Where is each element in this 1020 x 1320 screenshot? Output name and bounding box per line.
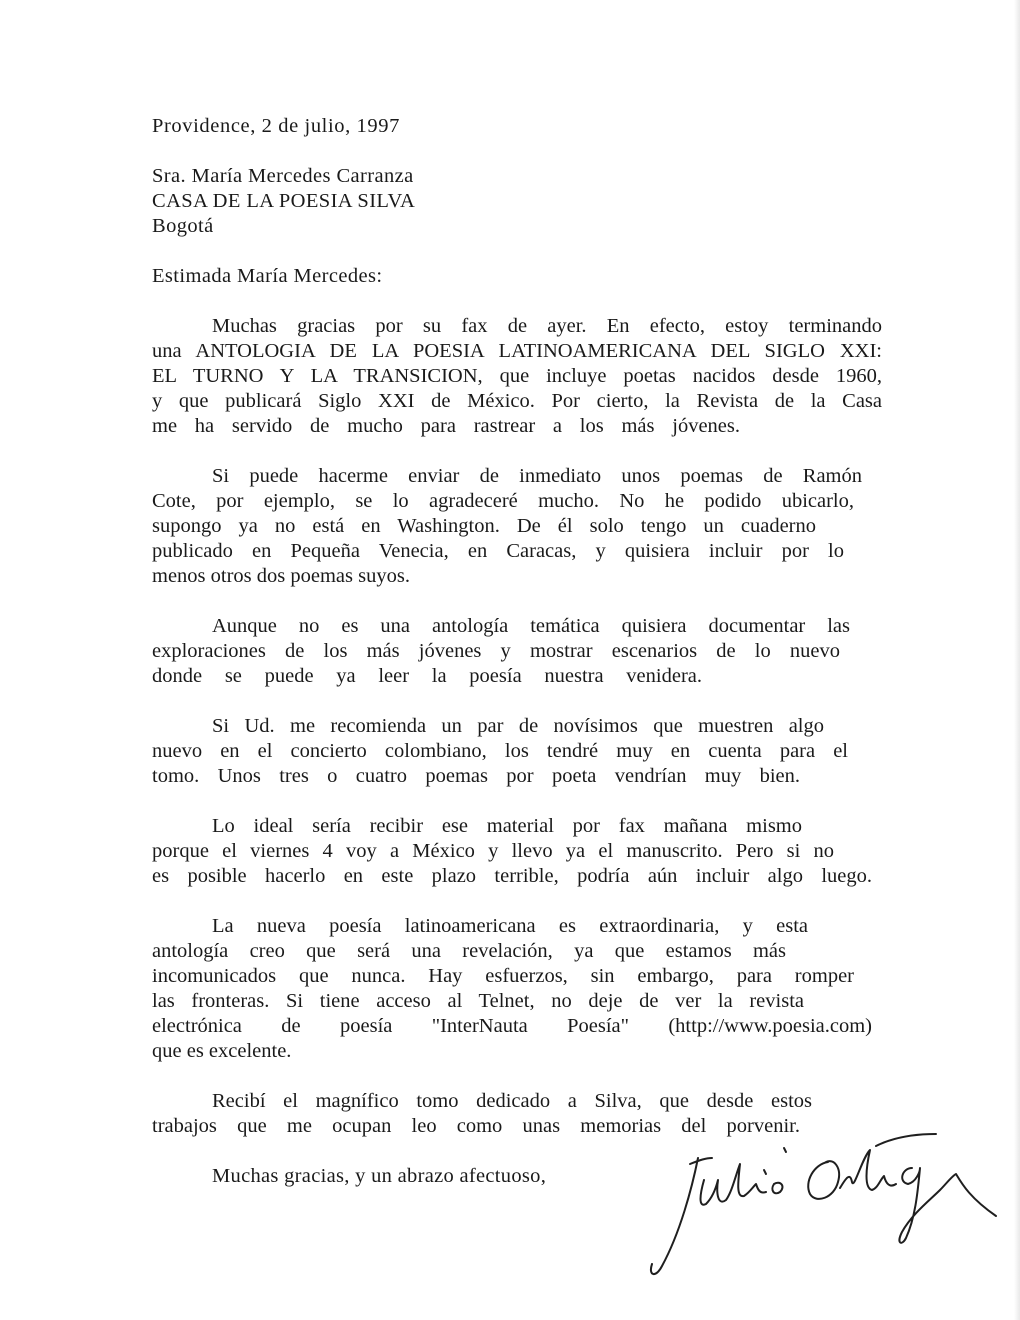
closing-line: Muchas gracias, y un abrazo afectuoso, — [212, 1165, 547, 1187]
paragraph-2 — [152, 464, 882, 589]
signature-stroke-dot — [764, 1170, 766, 1174]
signature-stroke-ga — [899, 1168, 996, 1243]
paragraph-line: Aunque no es una antología temática quisiera documentar las — [212, 615, 850, 637]
signature-stroke-rte — [840, 1150, 896, 1190]
paragraph-line: electrónica de poesía "InterNauta Poesía" (http://www.poesia.com) — [152, 1015, 872, 1037]
paragraph-1 — [152, 314, 882, 439]
paragraph-line: Si Ud. me recomienda un par de novísimos que muestren algo — [212, 715, 824, 737]
signature-stroke-big-o — [808, 1161, 839, 1199]
recipient-city: Bogotá — [152, 215, 214, 237]
paragraph-4 — [152, 714, 882, 789]
paragraph-line: Recibí el magnífico tomo dedicado a Silva, que desde estos — [212, 1090, 812, 1112]
paragraph-line: menos otros dos poemas suyos. — [152, 565, 410, 587]
letter-body — [152, 114, 882, 1189]
signature-stroke-t-bar — [876, 1134, 936, 1146]
paragraph-line: EL TURNO Y LA TRANSICION, que incluye poetas nacidos desde 1960, — [152, 365, 882, 387]
paragraph-line: exploraciones de los más jóvenes y mostrar escenarios de lo nuevo — [152, 640, 840, 662]
paragraph-line: porque el viernes 4 voy a México y llevo ya el manuscrito. Pero si no — [152, 840, 834, 862]
paragraph-6 — [152, 914, 882, 1064]
signature-stroke-ulio — [701, 1164, 767, 1205]
paragraph-line: y que publicará Siglo XXI de México. Por cierto, la Revista de la Casa — [152, 390, 882, 412]
signature-stroke-o — [772, 1183, 782, 1194]
paragraph-line: publicado en Pequeña Venecia, en Caracas, y quisiera incluir por lo — [152, 540, 844, 562]
paragraph-line: Cote, por ejemplo, se lo agradeceré mucho. No he podido ubicarlo, — [152, 490, 854, 512]
recipient-organization: CASA DE LA POESIA SILVA — [152, 190, 416, 212]
letter-date: Providence, 2 de julio, 1997 — [152, 115, 400, 137]
paragraph-line: antología creo que será una revelación, ya que estamos más — [152, 940, 786, 962]
recipient-name: Sra. María Mercedes Carranza — [152, 165, 414, 187]
paragraph-line: que es excelente. — [152, 1040, 292, 1062]
paragraph-line: supongo ya no está en Washington. De él solo tengo un cuaderno — [152, 515, 816, 537]
paragraph-3 — [152, 614, 882, 689]
signature-stroke-j-top — [690, 1158, 712, 1164]
paragraph-line: las fronteras. Si tiene acceso al Telnet, no deje de ver la revista — [152, 990, 804, 1012]
paragraph-line: Si puede hacerme enviar de inmediato unos poemas de Ramón — [212, 465, 862, 487]
salutation: Estimada María Mercedes: — [152, 265, 383, 287]
signature-stroke-tick — [784, 1148, 786, 1152]
paragraph-line: incomunicados que nunca. Hay esfuerzos, sin embargo, para romper — [152, 965, 854, 987]
paragraph-5 — [152, 814, 882, 889]
page-edge-shadow — [1014, 0, 1020, 1320]
recipient-address — [152, 164, 882, 239]
paragraph-line: una ANTOLOGIA DE LA POESIA LATINOAMERICANA DEL SIGLO XXI: — [152, 340, 882, 362]
paragraph-line: nuevo en el concierto colombiano, los tendré muy en cuenta para el — [152, 740, 848, 762]
paragraph-line: Muchas gracias por su fax de ayer. En efecto, estoy terminando — [212, 315, 882, 337]
paragraph-line: La nueva poesía latinoamericana es extraordinaria, y esta — [212, 915, 808, 937]
paragraph-line: Lo ideal sería recibir ese material por fax mañana mismo — [212, 815, 802, 837]
paragraph-line: donde se puede ya leer la poesía nuestra venidera. — [152, 665, 702, 687]
paragraph-line: tomo. Unos tres o cuatro poemas por poeta vendrían muy bien. — [152, 765, 800, 787]
paragraph-line: es posible hacerlo en este plazo terrible, podría aún incluir algo luego. — [152, 865, 872, 887]
paragraph-line: trabajos que me ocupan leo como unas memorias del porvenir. — [152, 1115, 800, 1137]
paragraph-line: me ha servido de mucho para rastrear a los más jóvenes. — [152, 415, 740, 437]
signature-stroke-j — [651, 1158, 698, 1274]
signature-drawing — [640, 1128, 1010, 1278]
